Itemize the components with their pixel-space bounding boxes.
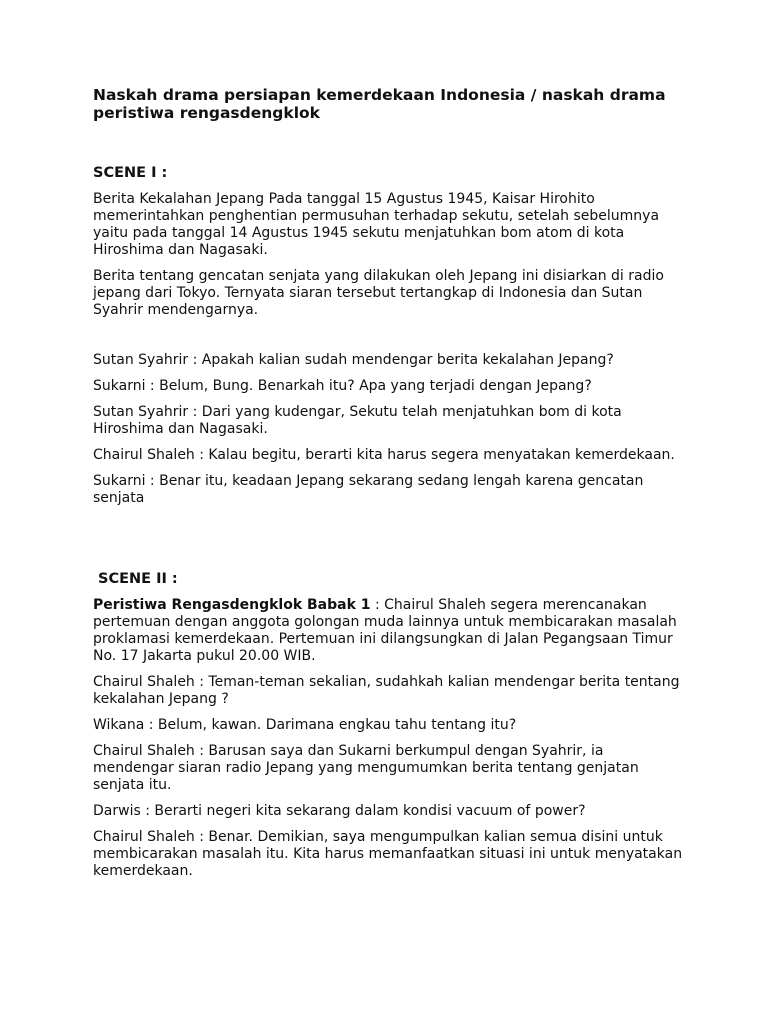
dialogue-line: Chairul Shaleh : Benar. Demikian, saya mengumpulkan kalian semua disini untuk membicarakan masalah itu. Kita harus memanfaatkan situasi ini untuk menyatakan kemerdekaan.	[93, 829, 683, 879]
document-body	[93, 86, 683, 880]
scene-1-narration-1: Berita Kekalahan Jepang Pada tanggal 15 Agustus 1945, Kaisar Hirohito memerintahkan penghentian permusuhan terhadap sekutu, setelah sebelumnya yaitu pada tanggal 14 Agustus 1945 sekutu menjatuhkan bom atom di kota Hiroshima dan Nagasaki.	[93, 191, 660, 258]
scene-2-intro	[93, 597, 683, 665]
dialogue-line: Sukarni : Benar itu, keadaan Jepang sekarang sedang lengah karena gencatan senjata	[93, 473, 644, 506]
dialogue-line: Sutan Syahrir : Dari yang kudengar, Sekutu telah menjatuhkan bom di kota Hiroshima dan Nagasaki.	[93, 404, 622, 437]
dialogue-line: Sukarni : Belum, Bung. Benarkah itu? Apa yang terjadi dengan Jepang?	[93, 378, 592, 394]
scene-1-narration-2: Berita tentang gencatan senjata yang dilakukan oleh Jepang ini disiarkan di radio jepang dari Tokyo. Ternyata siaran tersebut tertangkap di Indonesia dan Sutan Syahrir mendengarnya.	[93, 268, 664, 318]
dialogue-line: Chairul Shaleh : Kalau begitu, berarti kita harus segera menyatakan kemerdekaan.	[93, 447, 675, 463]
dialogue-line: Sutan Syahrir : Apakah kalian sudah mendengar berita kekalahan Jepang?	[93, 352, 614, 368]
scene-1-heading: SCENE I :	[93, 165, 168, 181]
dialogue-line: Chairul Shaleh : Teman-teman sekalian, sudahkah kalian mendengar berita tentang kekalahan Jepang ?	[93, 674, 680, 707]
dialogue-line: Wikana : Belum, kawan. Darimana engkau tahu tentang itu?	[93, 717, 517, 733]
dialogue-line: Chairul Shaleh : Barusan saya dan Sukarni berkumpul dengan Syahrir, ia mendengar siaran radio Jepang yang mengumumkan berita tentang genjatan senjata itu.	[93, 743, 639, 793]
document-title: Naskah drama persiapan kemerdekaan Indonesia / naskah drama peristiwa rengasdengklok	[93, 86, 666, 122]
scene-2-intro-title: Peristiwa Rengasdengklok Babak 1	[93, 597, 371, 613]
scene-2-heading: SCENE II :	[98, 571, 178, 587]
scene-2-intro-text: : Chairul Shaleh segera merencanakan pertemuan dengan anggota golongan muda lainnya untuk membicarakan masalah proklamasi kemerdekaan. Pertemuan ini dilangsungkan di Jalan Pegangsaan Timur No. 17 Jakarta pukul 20.00 WIB.	[93, 597, 677, 664]
dialogue-line: Darwis : Berarti negeri kita sekarang dalam kondisi vacuum of power?	[93, 803, 586, 819]
